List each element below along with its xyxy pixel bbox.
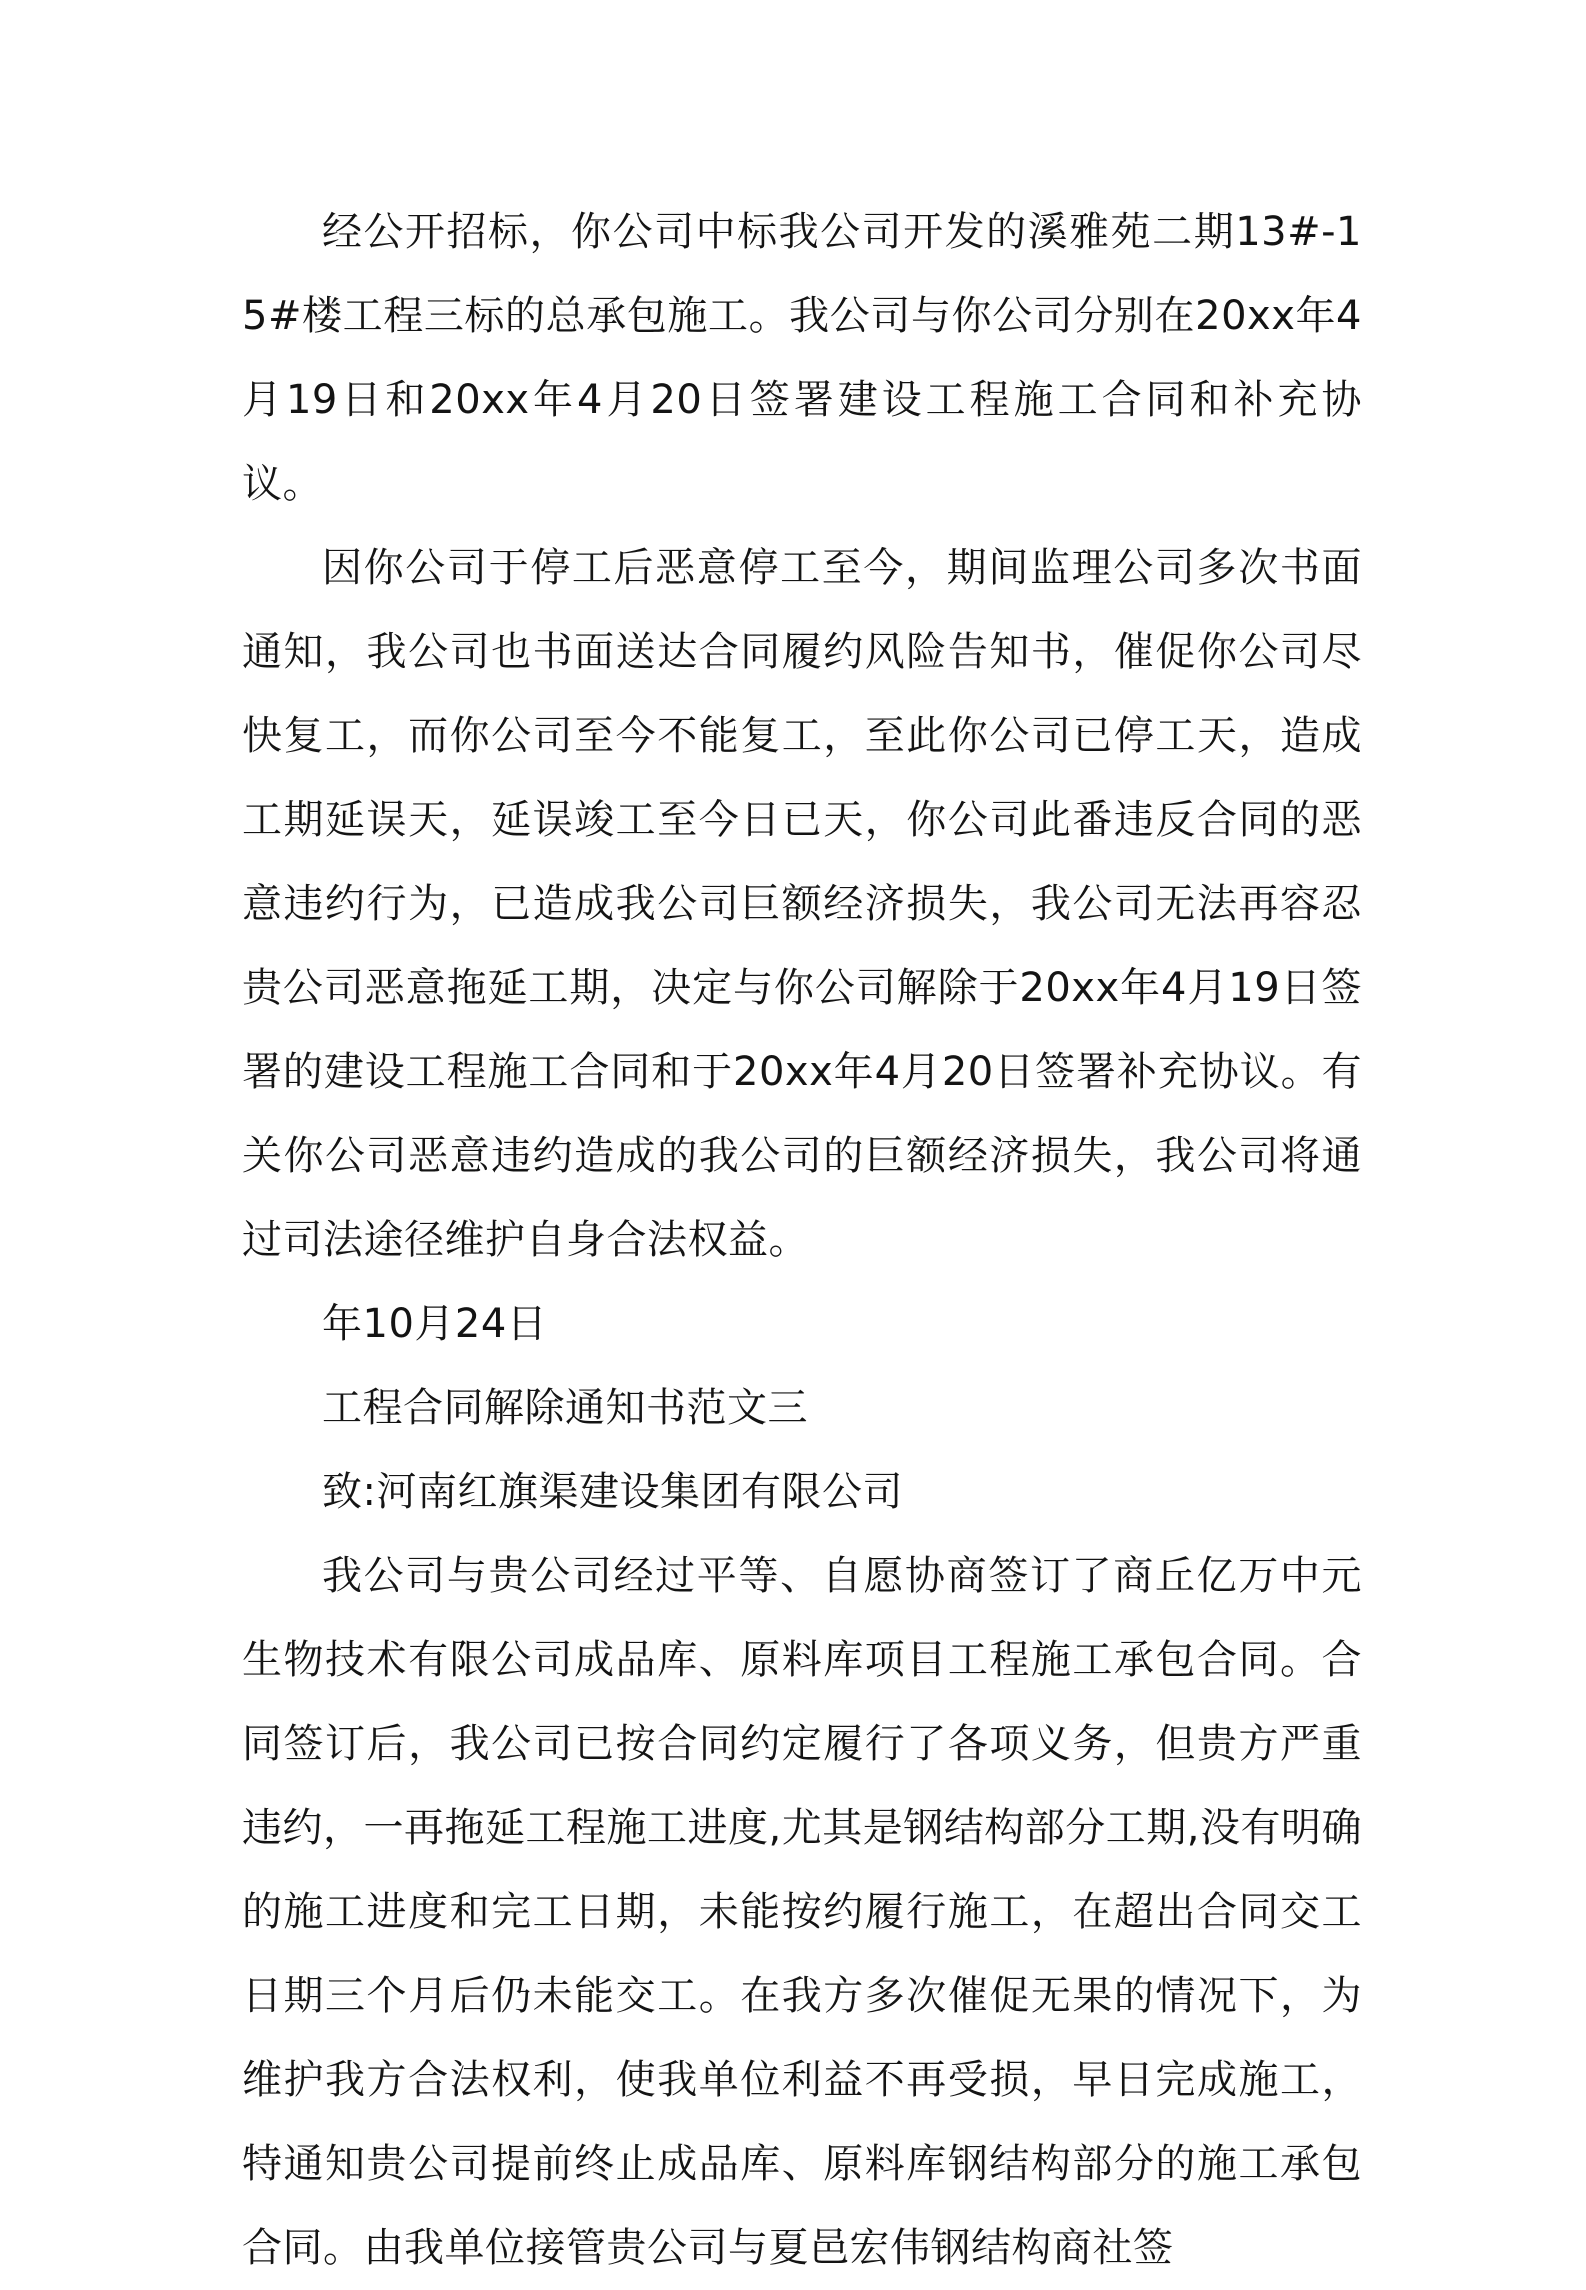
paragraph-contract-notice: 我公司与贵公司经过平等、自愿协商签订了商丘亿万中元生物技术有限公司成品库、原料库项目工程施工承包合同。合同签订后，我公司已按合同约定履行了各项义务，但贵方严重违约，一再拖延工程施工进度,尤其是钢结构部分工期,没有明确的施工进度和完工日期，未能按约履行施工，在超出合同交工日期三个月后仍未能交工。在我方多次催促无果的情况下，为维护我方合法权利，使我单位利益不再受损，早日完成施工，特通知贵公司提前终止成品库、原料库钢结构部分的施工承包合同。由我单位接管贵公司与夏邑宏伟钢结构商社签 xyxy=(242,1553,1362,2271)
paragraph-termination-reason: 因你公司于停工后恶意停工至今，期间监理公司多次书面通知，我公司也书面送达合同履约风险告知书，催促你公司尽快复工，而你公司至今不能复工，至此你公司已停工天，造成工期延误天，延误竣工至今日已天，你公司此番违反合同的恶意违约行为，已造成我公司巨额经济损失，我公司无法再容忍贵公司恶意拖延工期，决定与你公司解除于20xx年4月19日签署的建设工程施工合同和于20xx年4月20日签署补充协议。有关你公司恶意违约造成的我公司的巨额经济损失，我公司将通过司法途径维护自身合法权益。 xyxy=(242,545,1362,1263)
paragraph-bid-award: 经公开招标，你公司中标我公司开发的溪雅苑二期13#-15#楼工程三标的总承包施工。我公司与你公司分别在20xx年4月19日和20xx年4月20日签署建设工程施工合同和补充协议。 xyxy=(242,209,1362,507)
document-body xyxy=(242,190,1362,2290)
section-heading: 工程合同解除通知书范文三 xyxy=(322,1385,808,1431)
recipient-line: 致:河南红旗渠建设集团有限公司 xyxy=(322,1469,903,1515)
date-line: 年10月24日 xyxy=(322,1301,548,1347)
